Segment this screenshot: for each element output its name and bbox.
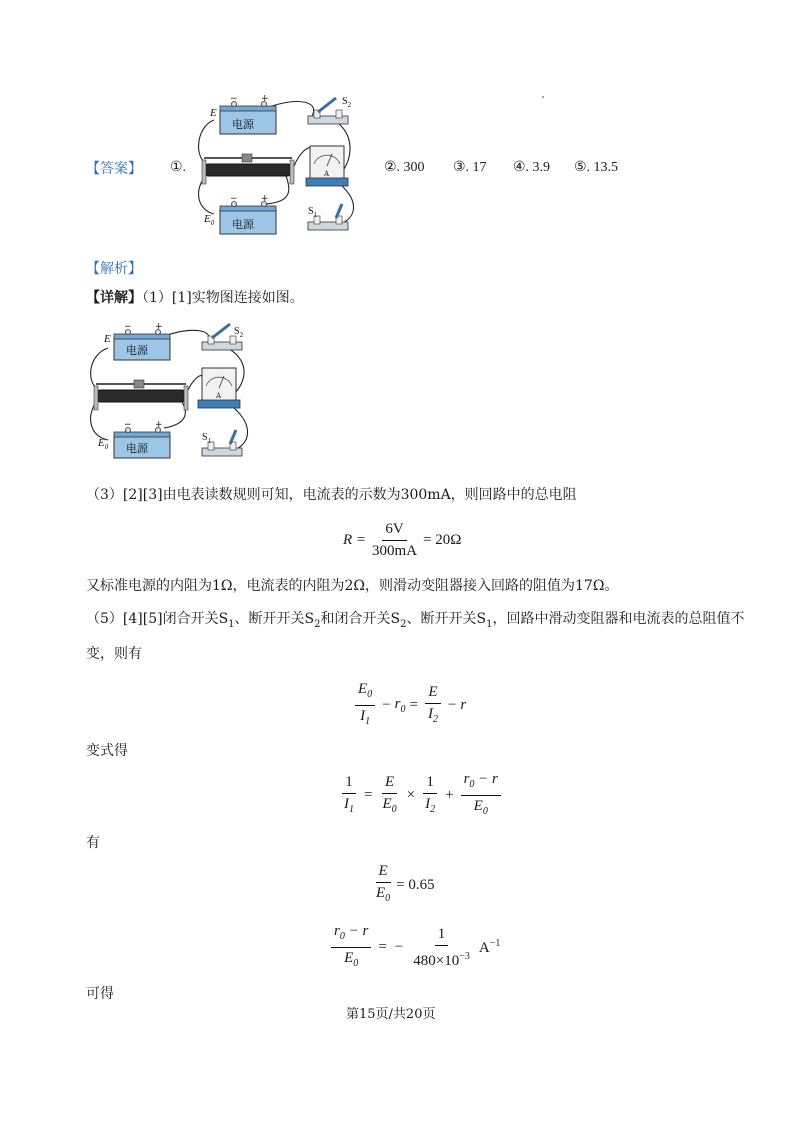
page-number: 第15页/共20页 <box>346 1007 436 1022</box>
detail-text: （1）[1]实物图连接如图。 <box>142 290 304 306</box>
answer-item-2: ②. 300 <box>384 160 425 175</box>
speck <box>542 96 544 98</box>
power-source-e0 <box>97 420 170 458</box>
eq-r-rhs: = 20Ω <box>423 532 462 548</box>
eq5-one: 1 <box>435 925 449 946</box>
answer-item-4: ④. 3.9 <box>513 160 551 175</box>
equation-3: $\frac{1}{I_1}$ = $\frac{E}{E_0}$ × $\frac{1}{I_2}$ + $\frac{r_0 - r}{E_0}$ <box>338 770 504 821</box>
switch-s1 <box>202 430 242 456</box>
answer-item-3: ③. 17 <box>453 160 487 175</box>
paragraph-part5-a <box>86 609 744 635</box>
paragraph-part3-b: 又标准电源的内阻为1Ω，电流表的内阻为2Ω，则滑动变阻器接入回路的阻值为17Ω。 <box>86 578 619 594</box>
eq5-unit: A <box>478 940 490 956</box>
minus-sign: − <box>230 194 238 204</box>
label-bianshi: 变式得 <box>86 743 128 759</box>
eq-r-lhs: R = <box>343 532 367 548</box>
minus-sign: − <box>230 94 238 104</box>
plus-sign: + <box>261 94 269 104</box>
label-s2: $S_2$ <box>234 326 244 339</box>
equation-r <box>343 520 461 561</box>
p5-text-1: （5）[4][5]闭合开关S <box>86 611 229 627</box>
eq5-den-exp: −3 <box>459 950 470 962</box>
eq5-unit-exp: −1 <box>489 938 501 949</box>
label-e0: $E_0$ <box>98 437 109 451</box>
plus-sign: + <box>155 420 163 430</box>
source-label-e: 电源 <box>232 118 254 131</box>
source-label-e0: 电源 <box>232 218 254 231</box>
plus-sign: + <box>155 322 163 332</box>
switch-s1 <box>308 204 348 230</box>
eq-r-den: 300mA <box>372 543 418 559</box>
p5-text-4: 、断开开关S <box>406 611 487 627</box>
label-e: E <box>210 107 217 119</box>
equation-5: $\frac{r_0 - r}{E_0}$ = − $\frac{1}{480\times 10^{-3}}$ $A^{-1}$ <box>328 922 500 973</box>
label-s1: $S_1$ <box>202 432 212 445</box>
label-e: E <box>104 333 111 345</box>
source-label-e: 电源 <box>126 344 148 357</box>
label-s2: $S_2$ <box>342 96 352 109</box>
label-you: 有 <box>86 835 100 851</box>
eq4-value: = 0.65 <box>396 876 435 893</box>
p5-sub-1: 1 <box>228 618 235 630</box>
minus-sign: − <box>124 420 132 430</box>
paragraph-part3-a: （3）[2][3]由电表读数规则可知，电流表的示数为300mA，则回路中的总电阻 <box>86 487 577 503</box>
power-source-e <box>103 322 170 360</box>
eq3-one-b: 1 <box>423 773 437 794</box>
p5-text-5: ，回路中滑动变阻器和电流表的总阻值不 <box>492 611 745 627</box>
ammeter-label: A <box>324 170 330 178</box>
ammeter <box>306 146 348 186</box>
detail-tag: 【详解】 <box>86 290 142 306</box>
minus-sign: − <box>124 322 132 332</box>
source-label-e0: 电源 <box>126 442 148 455</box>
label-e0: $E_0$ <box>204 213 215 227</box>
p5-text-3: 和闭合开关S <box>320 611 401 627</box>
ammeter <box>198 368 240 408</box>
p5-sub-3: 2 <box>400 618 407 630</box>
rheostat <box>94 380 188 410</box>
label-kede: 可得 <box>86 986 114 1002</box>
answer-tag: 【答案】 <box>86 161 142 177</box>
plus-sign: + <box>261 194 269 204</box>
analysis-tag: 【解析】 <box>86 261 142 277</box>
paragraph-part5-b: 变，则有 <box>86 646 142 662</box>
rheostat <box>202 154 294 184</box>
eq3-one-a: 1 <box>342 773 356 794</box>
p5-sub-2: 2 <box>314 618 321 630</box>
circuit-diagram-solution <box>84 320 264 468</box>
ammeter-label: A <box>216 392 222 400</box>
p5-sub-4: 1 <box>486 618 493 630</box>
detail-line <box>86 288 304 308</box>
answer-item-5: ⑤. 13.5 <box>574 160 619 175</box>
switch-s2 <box>202 324 244 350</box>
power-source-e <box>209 94 276 134</box>
label-s1: $S_1$ <box>308 206 318 219</box>
p5-text-2: 、断开开关S <box>234 611 315 627</box>
circuit-diagram-answer <box>190 92 370 244</box>
switch-s2 <box>308 96 352 124</box>
eq-r-fraction <box>369 520 420 561</box>
answer-item-1: ①. <box>170 160 187 175</box>
eq-r-num: 6V <box>382 520 406 541</box>
eq5-den: 480×10 <box>413 952 460 969</box>
equation-4: $\frac{E}{E_0}$ = 0.65 <box>376 863 435 904</box>
equation-2: $\frac{E_0}{I_1}$ − $r_0$ = $\frac{E}{I_2}$ − r <box>352 680 466 731</box>
